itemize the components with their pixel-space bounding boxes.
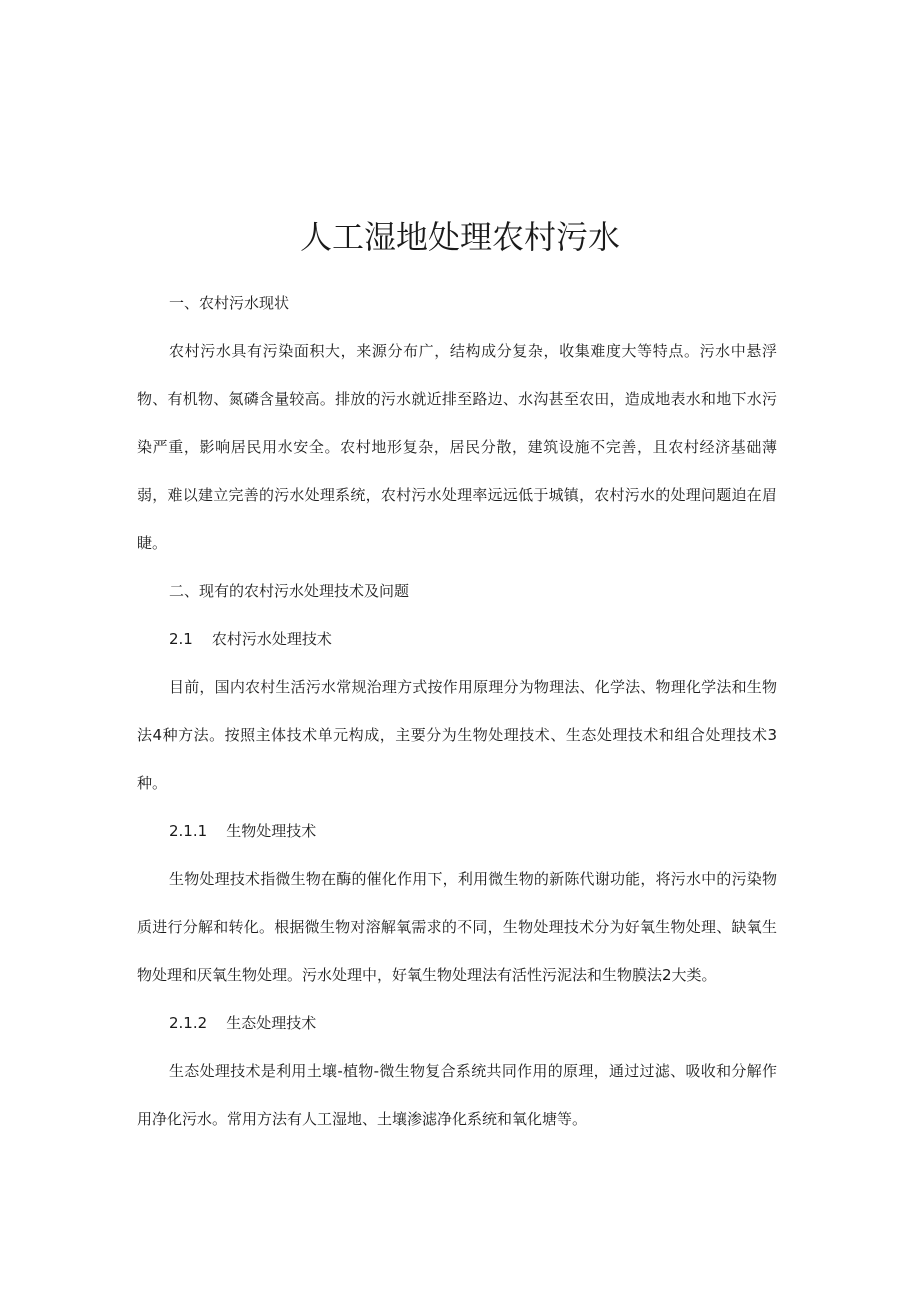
section-heading-2: 二、现有的农村污水处理技术及问题 — [169, 582, 410, 600]
subsection-heading-2-1-1: 2.1.1 生物处理技术 — [169, 822, 317, 840]
paragraph-treatment-technologies: 目前，国内农村生活污水常规治理方式按作用原理分为物理法、化学法、物理化学法和生物法4种方法。按照主体技术单元构成，主要分为生物处理技术、生态处理技术和组合处理技术3种。 — [137, 678, 777, 792]
subsection-heading-2-1: 2.1 农村污水处理技术 — [169, 630, 332, 648]
paragraph-rural-sewage-status: 农村污水具有污染面积大，来源分布广，结构成分复杂，收集难度大等特点。污水中悬浮物、有机物、氮磷含量较高。排放的污水就近排至路边、水沟甚至农田，造成地表水和地下水污染严重，影响居民用水安全。农村地形复杂，居民分散，建筑设施不完善，且农村经济基础薄弱，难以建立完善的污水处理系统，农村污水处理率远远低于城镇，农村污水的处理问题迫在眉睫。 — [137, 342, 777, 552]
subsection-heading-2-1-2: 2.1.2 生态处理技术 — [169, 1014, 317, 1032]
document-body — [137, 279, 777, 1143]
paragraph-biological-treatment: 生物处理技术指微生物在酶的催化作用下，利用微生物的新陈代谢功能，将污水中的污染物质进行分解和转化。根据微生物对溶解氧需求的不同，生物处理技术分为好氧生物处理、缺氧生物处理和厌氧生物处理。污水处理中，好氧生物处理法有活性污泥法和生物膜法2大类。 — [137, 870, 777, 984]
document-title: 人工湿地处理农村污水 — [299, 218, 620, 256]
paragraph-ecological-treatment: 生态处理技术是利用土壤-植物-微生物复合系统共同作用的原理，通过过滤、吸收和分解作用净化污水。常用方法有人工湿地、土壤渗滤净化系统和氧化塘等。 — [137, 1062, 777, 1128]
section-heading-1: 一、农村污水现状 — [169, 294, 290, 312]
